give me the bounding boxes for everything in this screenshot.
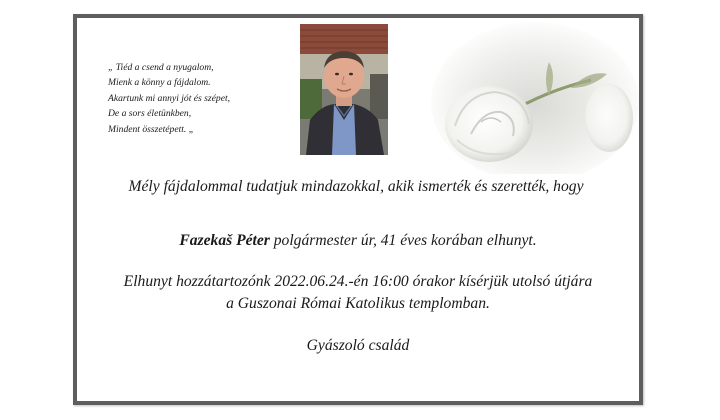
- poem-line: De a sors életünkben,: [108, 108, 192, 120]
- deceased-name: Fazekaš Péter: [179, 232, 270, 249]
- funeral-details-line-2: a Guszonai Római Katolikus templomban.: [226, 295, 490, 312]
- intro-text: Mély fájdalommal tudatjuk mindazokkal, akik ismerték és szerették, hogy: [128, 178, 584, 195]
- poem-line: Akartunk mi annyi jót és szépet,: [108, 92, 231, 104]
- announcement-text: polgármester úr, 41 éves korában elhunyt.: [269, 232, 537, 249]
- poem-line: Mindent összetépett. „: [108, 123, 195, 135]
- poem-line: Mienk a könny a fájdalom.: [108, 77, 211, 89]
- death-announcement: [77, 232, 639, 250]
- white-rose-image: [431, 22, 639, 174]
- portrait-photo: [300, 24, 388, 155]
- poem-line: „ Tiéd a csend a nyugalom,: [108, 62, 214, 73]
- obituary-card: [73, 14, 643, 405]
- signature: Gyászoló család: [306, 337, 410, 354]
- memorial-poem: [108, 60, 230, 137]
- funeral-details-line-1: Elhunyt hozzátartozónk 2022.06.24.-én 16:00 órakor kísérjük utolsó útjára: [123, 273, 593, 290]
